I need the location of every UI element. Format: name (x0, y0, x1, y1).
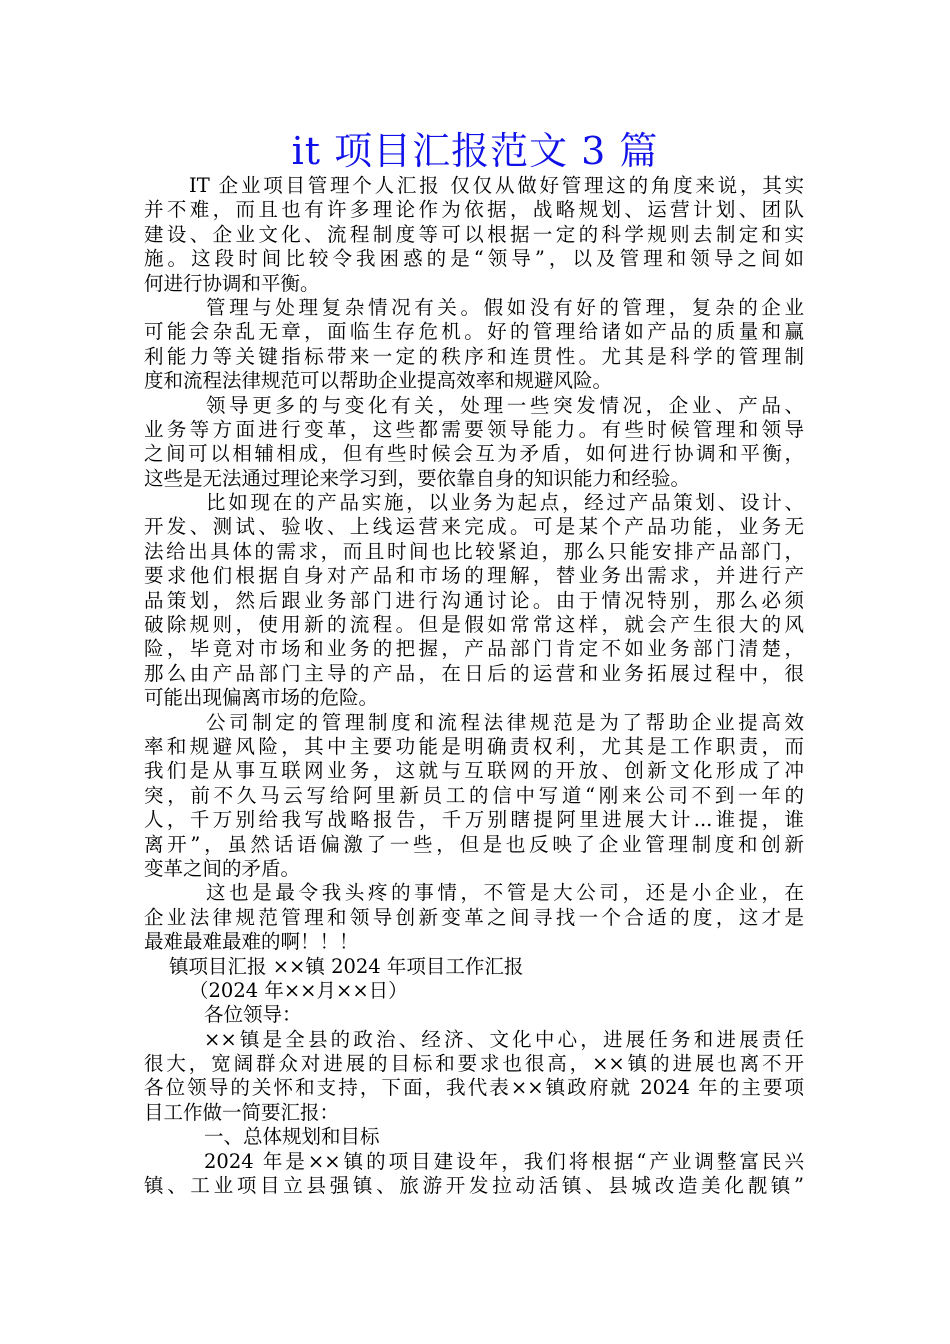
text-line: 利能力等关键指标带来一定的秩序和连贯性。尤其是科学的管理制 (144, 344, 804, 368)
text-line: 建设、企业文化、流程制度等可以根据一定的科学规则去制定和实 (144, 222, 804, 246)
text-line: ××镇是全县的政治、经济、文化中心，进展任务和进展责任 (204, 1027, 804, 1051)
text-line: 突，前不久马云写给阿里新员工的信中写道“刚来公司不到一年的 (144, 783, 804, 807)
text-line: 那么由产品部门主导的产品，在日后的运营和业务拓展过程中，很 (144, 661, 804, 685)
text-line: 企业法律规范管理和领导创新变革之间寻找一个合适的度，这才是 (144, 905, 804, 929)
text-line: 变革之间的矛盾。 (144, 856, 301, 880)
text-line: 我们是从事互联网业务，这就与互联网的开放、创新文化形成了冲 (144, 759, 804, 783)
text-line: 业务等方面进行变革，这些都需要领导能力。有些时候管理和领导 (144, 417, 804, 441)
text-line: 离开”，虽然话语偏激了一些，但是也反映了企业管理制度和创新 (144, 832, 804, 856)
text-line: 一、总体规划和目标 (204, 1125, 380, 1149)
text-line: 并不难，而且也有许多理论作为依据，战略规划、运营计划、团队 (144, 198, 804, 222)
text-line: 各位领导的关怀和支持，下面，我代表××镇政府就 2024 年的主要项 (144, 1076, 804, 1100)
text-line: 品策划，然后跟业务部门进行沟通讨论。由于情况特别，那么必须 (144, 588, 804, 612)
text-line: 开发、测试、验收、上线运营来完成。可是某个产品功能，业务无 (144, 515, 804, 539)
text-line: 何进行协调和平衡。 (144, 271, 320, 295)
text-line: （2024 年××月××日） (189, 978, 408, 1002)
text-line: 镇、工业项目立县强镇、旅游开发拉动活镇、县城改造美化靓镇” (144, 1174, 804, 1198)
text-line: 之间可以相辅相成，但有些时候会互为矛盾，如何进行协调和平衡， (144, 442, 804, 466)
text-line: 很大，宽阔群众对进展的目标和要求也很高，××镇的进展也离不开 (144, 1052, 804, 1076)
text-line: IT 企业项目管理个人汇报 仅仅从做好管理这的角度来说，其实 (189, 174, 804, 197)
text-line: 率和规避风险，其中主要功能是明确责权利，尤其是工作职责，而 (144, 734, 804, 758)
text-line: 人，千万别给我写战略报告，千万别瞎提阿里进展大计...谁提，谁 (144, 808, 804, 832)
document-body (144, 174, 804, 1198)
text-line: 这也是最令我头疼的事情，不管是大公司，还是小企业，在 (206, 881, 804, 905)
text-line: 可能会杂乱无章，面临生存危机。好的管理给诸如产品的质量和赢 (144, 320, 804, 344)
text-line: 目工作做一简要汇报： (144, 1100, 340, 1124)
text-line: 施。这段时间比较令我困惑的是“领导”，以及管理和领导之间如 (144, 247, 804, 271)
text-line: 各位领导： (204, 1003, 302, 1027)
text-line: 比如现在的产品实施，以业务为起点，经过产品策划、设计、 (206, 491, 804, 515)
text-line: 度和流程法律规范可以帮助企业提高效率和规避风险。 (144, 369, 613, 393)
text-line: 可能出现偏离市场的危险。 (144, 686, 379, 710)
document-title: it 项目汇报范文 3 篇 (291, 129, 659, 173)
text-line: 法给出具体的需求，而且时间也比较紧迫，那么只能安排产品部门， (144, 539, 804, 563)
text-line: 最难最难最难的啊！！！ (144, 930, 359, 954)
text-line: 领导更多的与变化有关，处理一些突发情况，企业、产品、 (206, 393, 804, 417)
text-line: 破除规则，使用新的流程。但是假如常常这样，就会产生很大的风 (144, 613, 804, 637)
text-line: 2024 年是××镇的项目建设年，我们将根据“产业调整富民兴 (204, 1149, 804, 1173)
text-line: 要求他们根据自身对产品和市场的理解，替业务出需求，并进行产 (144, 564, 804, 588)
text-line: 险，毕竟对市场和业务的把握，产品部门肯定不如业务部门清楚， (144, 637, 804, 661)
text-line: 这些是无法通过理论来学习到，要依靠自身的知识能力和经验。 (144, 466, 691, 490)
text-line: 公司制定的管理制度和流程法律规范是为了帮助企业提高效 (206, 710, 804, 734)
text-line: 镇项目汇报 ××镇 2024 年项目工作汇报 (169, 954, 524, 978)
text-line: 管理与处理复杂情况有关。假如没有好的管理，复杂的企业 (206, 295, 804, 319)
